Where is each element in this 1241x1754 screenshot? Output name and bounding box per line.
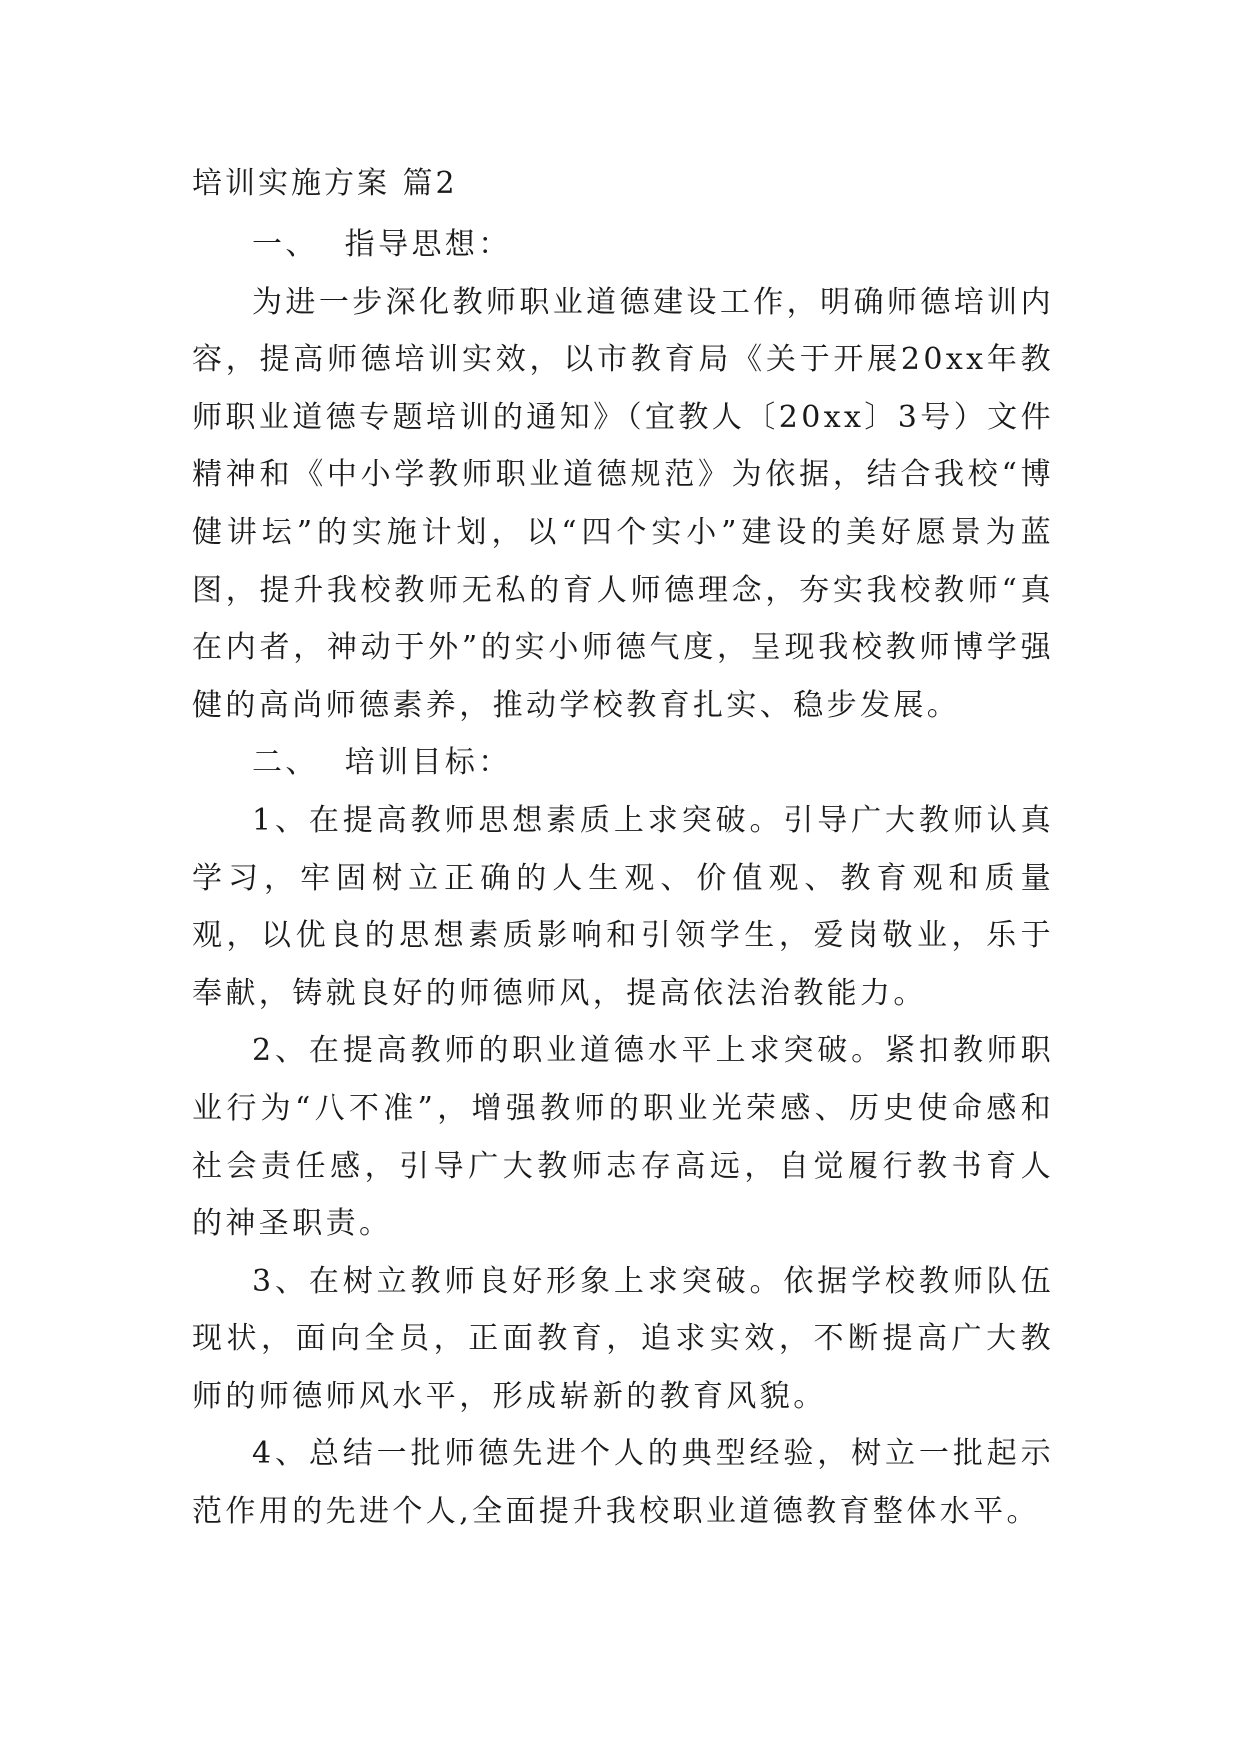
section-heading-training-goals: 二、 培训目标： xyxy=(252,745,512,781)
goal-item-1: 1、在提高教师思想素质上求突破。引导广大教师认真学习，牢固树立正确的人生观、价值观、教育观和质量观，以优良的思想素质影响和引领学生，爱岗敬业，乐于奉献，铸就良好的师德师风，提高依法治教能力。 xyxy=(192,802,1054,1011)
goal-item-4: 4、总结一批师德先进个人的典型经验，树立一批起示范作用的先进个人,全面提升我校职业道德教育整体水平。 xyxy=(192,1436,1054,1530)
document-body xyxy=(192,160,1054,1541)
section-heading-guiding-ideology: 一、 指导思想： xyxy=(252,227,512,262)
goal-item-3: 3、在树立教师良好形象上求突破。依据学校教师队伍现状，面向全员，正面教育，追求实效，不断提高广大教师的师德师风水平，形成崭新的教育风貌。 xyxy=(192,1263,1054,1414)
document-title: 培训实施方案 篇2 xyxy=(192,166,458,201)
paragraph-guiding-ideology: 为进一步深化教师职业道德建设工作，明确师德培训内容，提高师德培训实效，以市教育局《关于开展20xx年教师职业道德专题培训的通知》（宜教人〔20xx〕3号）文件精神和《中小学教师职业道德规范》为依据，结合我校“博健讲坛”的实施计划，以“四个实小”建设的美好愿景为蓝图，提升我校教师无私的育人师德理念，夯实我校教师“真在内者，神动于外”的实小师德气度，呈现我校教师博学强健的高尚师德素养，推动学校教育扎实、稳步发展。 xyxy=(192,284,1054,723)
goal-item-2: 2、在提高教师的职业道德水平上求突破。紧扣教师职业行为“八不准”，增强教师的职业光荣感、历史使命感和社会责任感，引导广大教师志存高远，自觉履行教书育人的神圣职责。 xyxy=(192,1033,1054,1242)
